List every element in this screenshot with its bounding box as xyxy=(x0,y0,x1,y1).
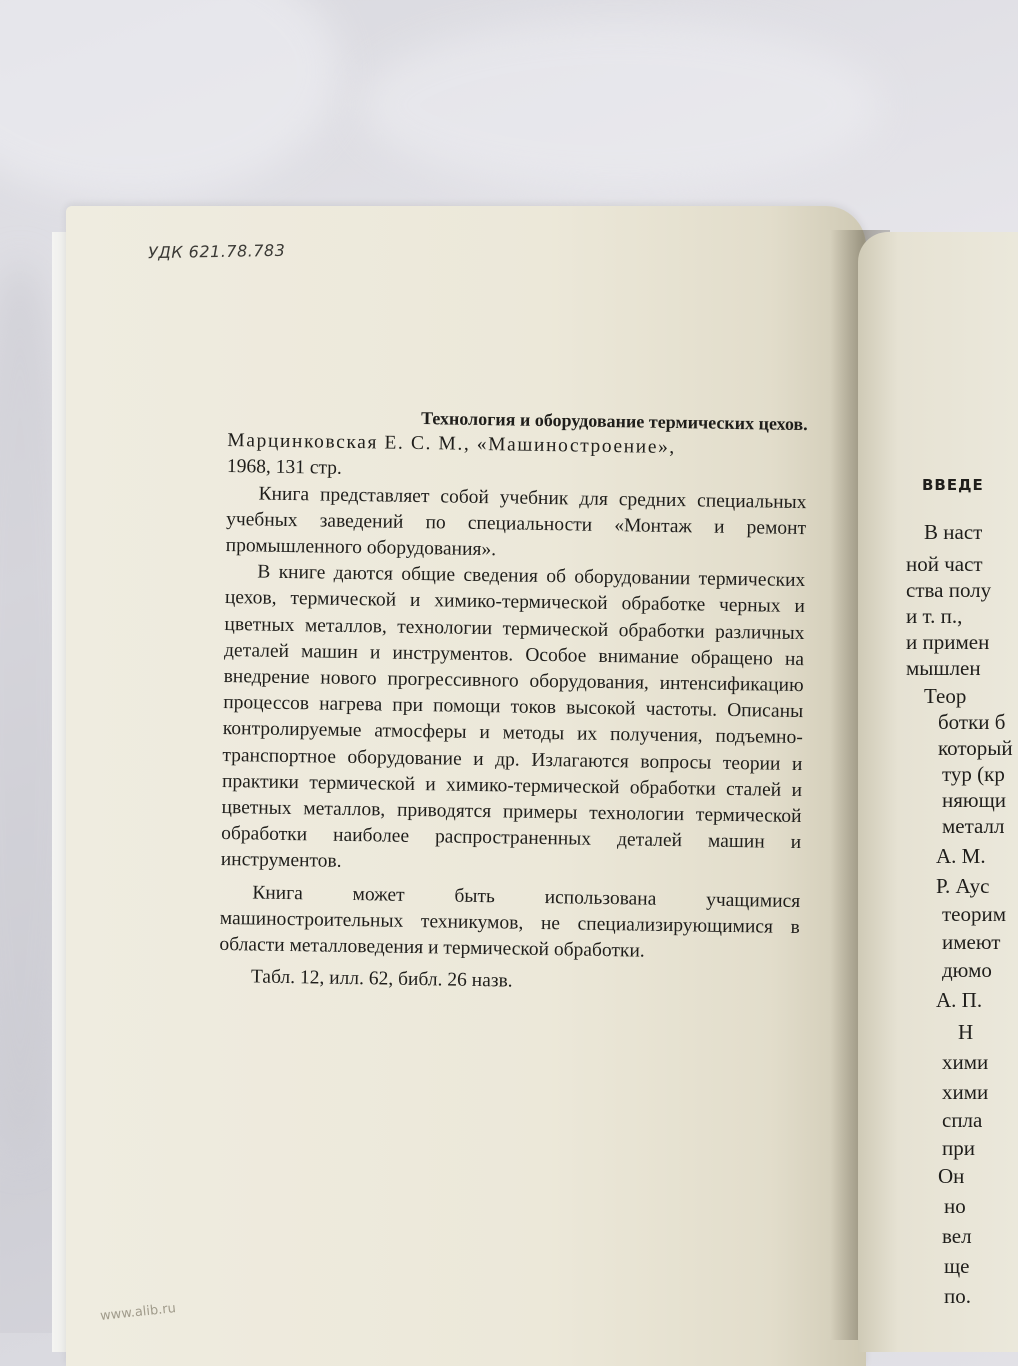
background-cloth-highlight xyxy=(360,20,880,190)
year-pages-line: 1968, 131 стр. xyxy=(226,456,343,480)
author-publisher-line: Марцинковская Е. С. М., «Машиностроение», xyxy=(227,430,677,459)
abstract-paragraph: В книге даются общие сведения об оборудовании термических цехов, термической и химико-термической обработке черных и цветных металлов, технологии термической обработки различных деталей машин и инструментов. Особое внимание обращено на внедрение нового прогрессивного оборудования, интенсификацию процессов нагрева при помощи токов высокой частоты. Описаны контролируемые атмосферы и методы их получения, подъемно-транспортное оборудование и др. Излагаются вопросы теории и практики термической и химико-термической обработки сталей и цветных металлов, приводятся примеры технологии термической обработки наиболее распространенных деталей машин и инструментов. xyxy=(220,561,806,873)
section-heading: ВВЕДЕ xyxy=(922,476,984,494)
right-page-line: Р. Аус xyxy=(936,874,990,898)
right-page-line: но xyxy=(944,1194,966,1218)
right-page-line: и примен xyxy=(906,630,990,654)
udk-classification: УДК 621.78.783 xyxy=(147,240,286,263)
bibliographic-abstract xyxy=(219,402,808,1000)
right-page-line: тур (кр xyxy=(942,762,1005,786)
right-page-line: мышлен xyxy=(906,656,981,680)
summary-line: Табл. 12, илл. 62, библ. 26 назв. xyxy=(250,966,513,992)
right-page-line: по. xyxy=(944,1284,971,1308)
right-page-text xyxy=(858,232,1018,1352)
right-page-line: ботки б xyxy=(938,710,1006,734)
right-page-line: Н xyxy=(958,1020,974,1044)
background-cloth-highlight xyxy=(0,0,340,200)
right-page-line: ства полу xyxy=(906,578,992,602)
right-book-page xyxy=(858,232,1018,1352)
right-page-line: А. М. xyxy=(936,844,986,868)
right-page-line: дюмо xyxy=(942,958,992,982)
right-page-line: вел xyxy=(942,1224,972,1248)
right-page-line: ще xyxy=(944,1254,970,1278)
right-page-line: который xyxy=(938,736,1013,760)
right-page-line: металл xyxy=(942,814,1005,838)
abstract-paragraph: Книга представляет собой учебник для средних специальных учебных заведений по специальности «Монтаж и ремонт промышленного оборудования». xyxy=(225,483,807,561)
right-page-line: хими xyxy=(942,1050,989,1074)
abstract-paragraph: Книга может быть использована учащимися машиностроительных техникумов, не специализирующимися в области металловедения и термической обработки. xyxy=(219,882,801,962)
right-page-line: няющи xyxy=(942,788,1006,812)
right-page-line: Он xyxy=(938,1164,965,1188)
right-page-line: при xyxy=(942,1136,975,1160)
right-page-line: А. П. xyxy=(936,988,983,1012)
right-page-line: хими xyxy=(942,1080,989,1104)
right-page-line: имеют xyxy=(942,930,1001,954)
right-page-line: теорим xyxy=(942,902,1007,926)
right-page-line: спла xyxy=(942,1108,983,1132)
book-title: Технология и оборудование термических цехов. xyxy=(420,408,808,435)
right-page-line: Теор xyxy=(924,684,967,708)
watermark: www.alib.ru xyxy=(99,1301,177,1324)
right-page-line: ной част xyxy=(906,552,983,576)
right-page-line: В наст xyxy=(924,520,983,544)
right-page-line: и т. п., xyxy=(906,604,963,628)
